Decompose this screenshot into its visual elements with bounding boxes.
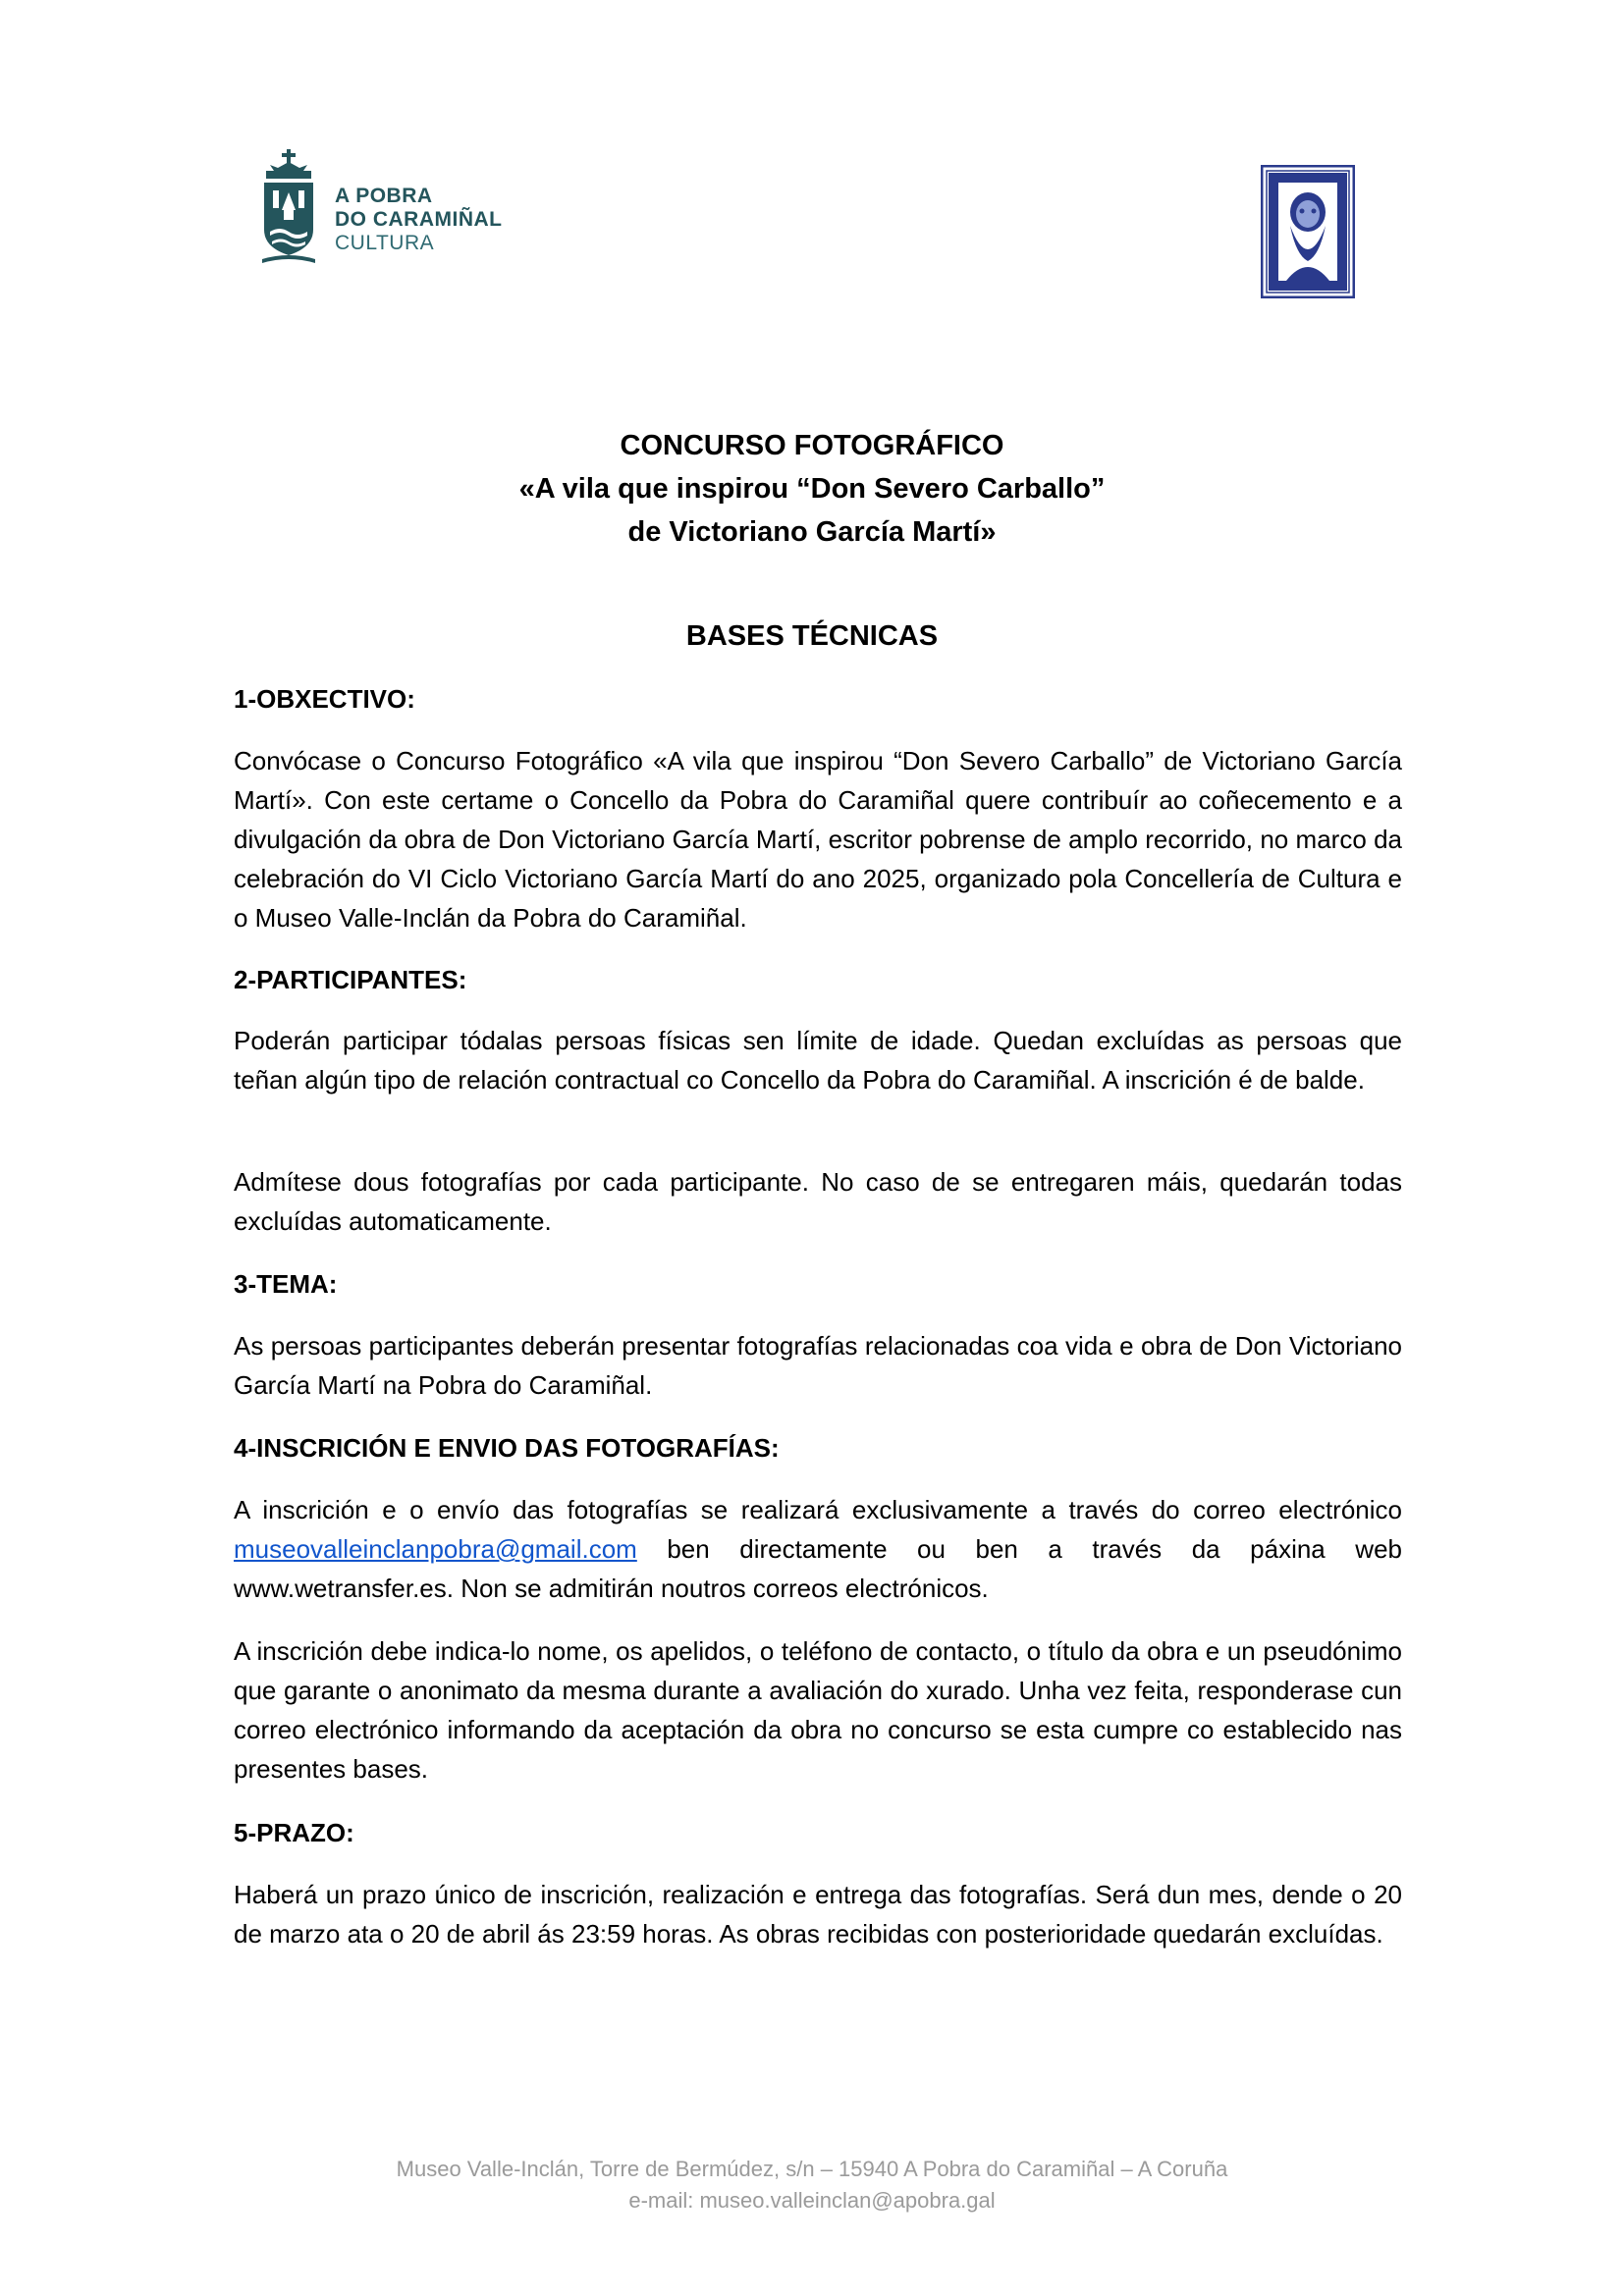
logo-line-3: CULTURA (335, 232, 435, 254)
concello-logo (260, 149, 506, 272)
section-4-paragraph-2: A inscrición debe indica-lo nome, os apelidos, o teléfono de contacto, o título da obra e un pseudónimo que garante o anonimato da mesma durante a avaliación do xurado. Unha vez feita, responderase cun correo electrónico informando da aceptación da obra no concurso se esta cumpre co establecido nas presentes bases. (234, 1636, 1402, 1784)
section-4-text-a: A inscrición e o envío das fotografías se realizará exclusivamente a través do correo electrónico (234, 1495, 1402, 1524)
logo-line-2: DO CARAMIÑAL (335, 208, 503, 231)
coat-of-arms-icon (260, 149, 317, 267)
section-1-paragraph: Convócase o Concurso Fotográfico «A vila que inspirou “Don Severo Carballo” de Victoriano García Martí». Con este certame o Concello da Pobra do Caramiñal quere contribuír ao coñecemento e a divulgación da obra de Don Victoriano García Martí, escritor pobrense de amplo recorrido, no marco da celebración do VI Ciclo Victoriano García Martí do ano 2025, organizado pola Concellería de Cultura e o Museo Valle-Inclán da Pobra do Caramiñal. (234, 746, 1402, 933)
section-2-paragraph-1: Poderán participar tódalas persoas físicas sen límite de idade. Quedan excluídas as persoas que teñan algún tipo de relación contractual co Concello da Pobra do Caramiñal. A inscrición é de balde. (234, 1026, 1402, 1095)
section-4-heading: 4-INSCRICIÓN E ENVIO DAS FOTOGRAFÍAS: (234, 1433, 780, 1463)
title-line-1: CONCURSO FOTOGRÁFICO (620, 430, 1004, 461)
section-4-paragraph-1 (234, 1490, 1402, 1608)
section-4-text-b: ben directamente ou ben a través da páxina web www.wetransfer.es. Non se admitirán noutros correos electrónicos. (234, 1534, 1402, 1603)
section-3-heading: 3-TEMA: (234, 1269, 338, 1299)
footer-email: e-mail: museo.valleinclan@apobra.gal (628, 2188, 996, 2213)
title-line-3: de Victoriano García Martí» (627, 516, 997, 548)
logo-line-1: A POBRA (335, 185, 433, 207)
section-5-paragraph: Haberá un prazo único de inscrición, realización e entrega das fotografías. Será dun mes, dende o 20 de marzo ata o 20 de abril ás 23:59 horas. As obras recibidas con posterioridade quedarán excluídas. (234, 1880, 1402, 1949)
museum-logo (1261, 165, 1355, 298)
section-2-heading: 2-PARTICIPANTES: (234, 965, 467, 994)
section-3-paragraph: As persoas participantes deberán presentar fotografías relacionadas coa vida e obra de Don Victoriano García Martí na Pobra do Caramiñal. (234, 1331, 1402, 1400)
email-link[interactable]: museovalleinclanpobra@gmail.com (234, 1534, 637, 1564)
section-5-heading: 5-PRAZO: (234, 1818, 354, 1847)
section-1-heading: 1-OBXECTIVO: (234, 684, 415, 714)
title-line-2: «A vila que inspirou “Don Severo Carballo” (518, 473, 1106, 505)
section-2-paragraph-2: Admítese dous fotografías por cada participante. No caso de se entregaren máis, quedarán todas excluídas automaticamente. (234, 1167, 1402, 1236)
footer-address: Museo Valle-Inclán, Torre de Bermúdez, s/n – 15940 A Pobra do Caramiñal – A Coruña (396, 2157, 1228, 2181)
subtitle: BASES TÉCNICAS (685, 620, 939, 652)
